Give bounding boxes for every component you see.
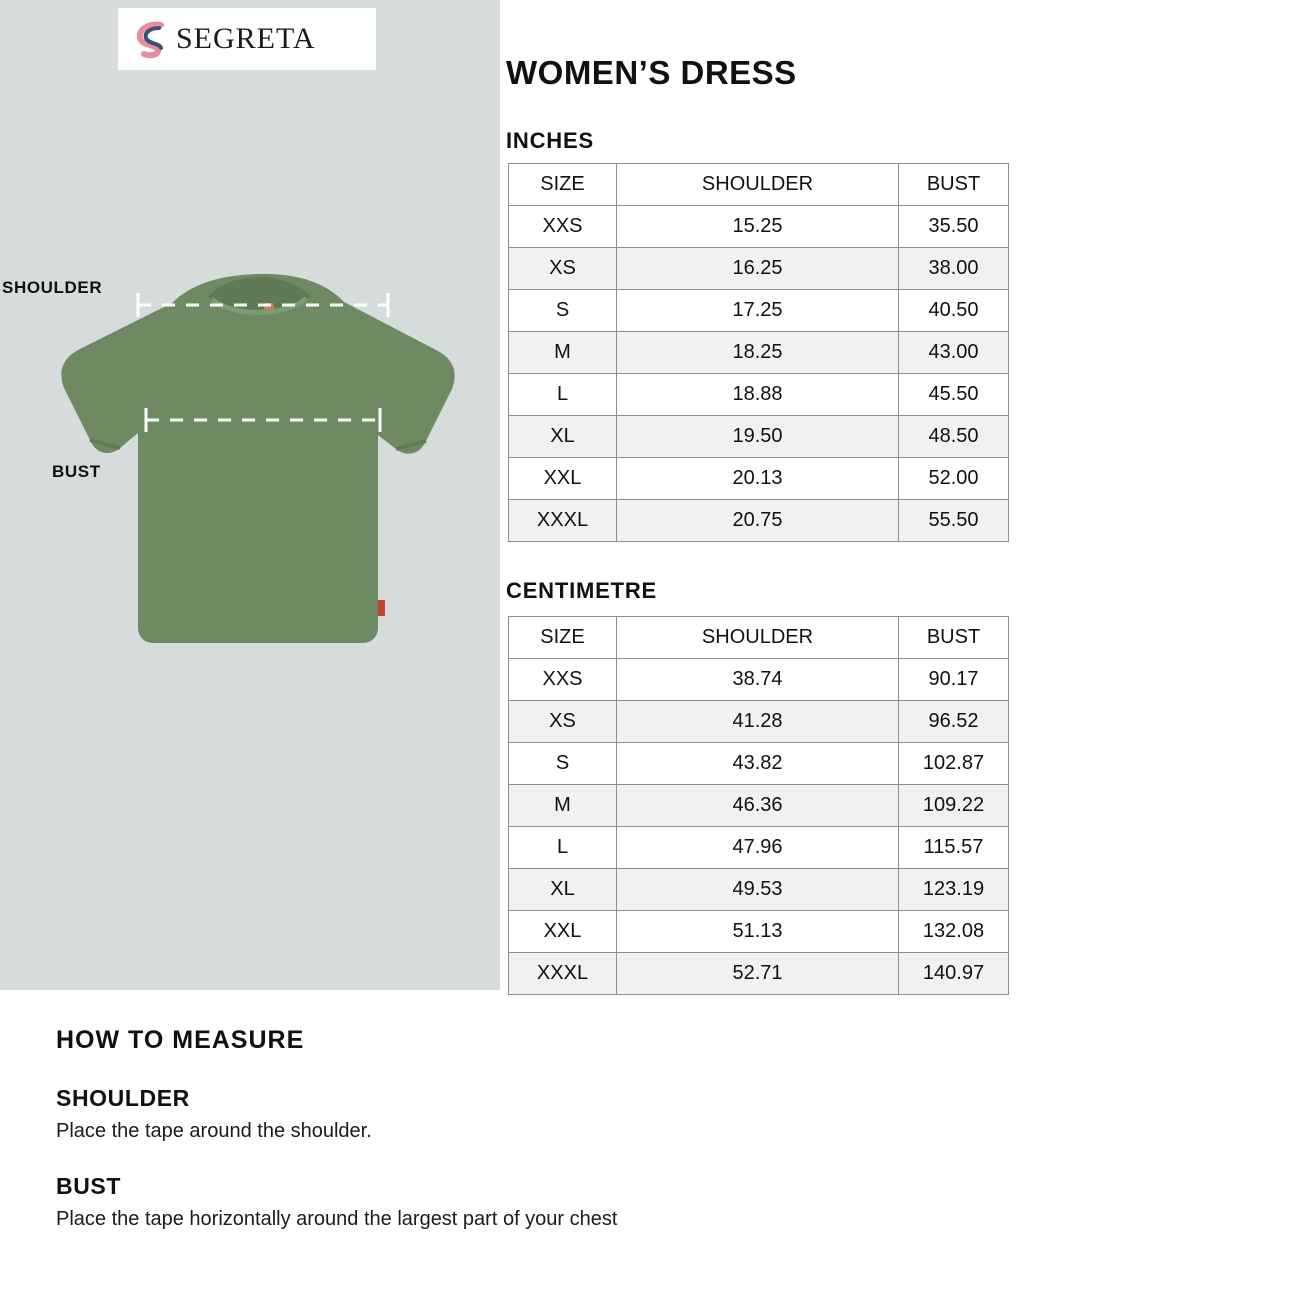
inches-size-table [508,163,1009,542]
cell-bust: 115.57 [899,827,1009,869]
column-header-bust: BUST [899,164,1009,206]
cell-shoulder: 41.28 [617,701,899,743]
cell-bust: 102.87 [899,743,1009,785]
inches-heading: INCHES [506,128,594,153]
table-row [509,911,1009,953]
centimetre-heading: CENTIMETRE [506,578,657,603]
centimetre-size-table [508,616,1009,995]
column-header-size: SIZE [509,164,617,206]
table-row [509,458,1009,500]
cell-size: M [509,332,617,374]
table-row [509,743,1009,785]
cell-shoulder: 20.75 [617,500,899,542]
bust-callout-label: BUST [52,462,101,481]
table-row [509,248,1009,290]
cell-size: S [509,290,617,332]
cell-bust: 45.50 [899,374,1009,416]
cell-bust: 96.52 [899,701,1009,743]
illustration-panel [0,0,500,990]
cell-size: XL [509,416,617,458]
column-header-shoulder: SHOULDER [617,617,899,659]
cell-size: XXL [509,458,617,500]
table-row [509,701,1009,743]
cell-size: M [509,785,617,827]
cell-size: S [509,743,617,785]
cell-shoulder: 17.25 [617,290,899,332]
table-row [509,416,1009,458]
cell-bust: 140.97 [899,953,1009,995]
column-header-bust: BUST [899,617,1009,659]
page-title: WOMEN’S DRESS [506,54,797,91]
cell-size: L [509,827,617,869]
table-row [509,500,1009,542]
bust-instruction-text: Place the tape horizontally around the largest part of your chest [56,1208,618,1230]
how-to-measure-section [56,1026,956,1231]
tshirt-illustration [40,255,480,655]
cell-shoulder: 38.74 [617,659,899,701]
cell-size: XS [509,248,617,290]
brand-name: SEGRETA [176,22,316,55]
cell-bust: 48.50 [899,416,1009,458]
cell-bust: 109.22 [899,785,1009,827]
cell-shoulder: 18.25 [617,332,899,374]
table-row [509,374,1009,416]
cell-size: XXS [509,659,617,701]
cell-shoulder: 43.82 [617,743,899,785]
brand-logo [118,8,376,70]
table-row [509,332,1009,374]
how-to-measure-heading: HOW TO MEASURE [56,1026,305,1054]
cell-size: XXS [509,206,617,248]
shoulder-instruction-title: SHOULDER [56,1085,190,1111]
table-row [509,206,1009,248]
cell-bust: 132.08 [899,911,1009,953]
cell-bust: 123.19 [899,869,1009,911]
cell-shoulder: 46.36 [617,785,899,827]
bust-instruction-title: BUST [56,1173,122,1199]
cell-size: XXXL [509,500,617,542]
cell-bust: 90.17 [899,659,1009,701]
s-swoosh-logo-icon [128,16,174,62]
cell-bust: 35.50 [899,206,1009,248]
cell-shoulder: 52.71 [617,953,899,995]
shoulder-instruction-text: Place the tape around the shoulder. [56,1120,372,1142]
table-header-row [509,164,1009,206]
cell-size: XXL [509,911,617,953]
cell-size: XS [509,701,617,743]
cell-shoulder: 15.25 [617,206,899,248]
cell-bust: 52.00 [899,458,1009,500]
shoulder-callout-label: SHOULDER [2,278,103,297]
table-header-row [509,617,1009,659]
cell-shoulder: 47.96 [617,827,899,869]
cell-shoulder: 51.13 [617,911,899,953]
cell-size: XXXL [509,953,617,995]
cell-shoulder: 16.25 [617,248,899,290]
cell-shoulder: 20.13 [617,458,899,500]
table-row [509,290,1009,332]
column-header-shoulder: SHOULDER [617,164,899,206]
cell-size: XL [509,869,617,911]
cell-bust: 40.50 [899,290,1009,332]
table-row [509,869,1009,911]
table-row [509,827,1009,869]
table-row [509,785,1009,827]
table-row [509,953,1009,995]
cell-shoulder: 19.50 [617,416,899,458]
cell-bust: 43.00 [899,332,1009,374]
column-header-size: SIZE [509,617,617,659]
table-row [509,659,1009,701]
cell-shoulder: 49.53 [617,869,899,911]
cell-bust: 38.00 [899,248,1009,290]
cell-size: L [509,374,617,416]
cell-shoulder: 18.88 [617,374,899,416]
cell-bust: 55.50 [899,500,1009,542]
